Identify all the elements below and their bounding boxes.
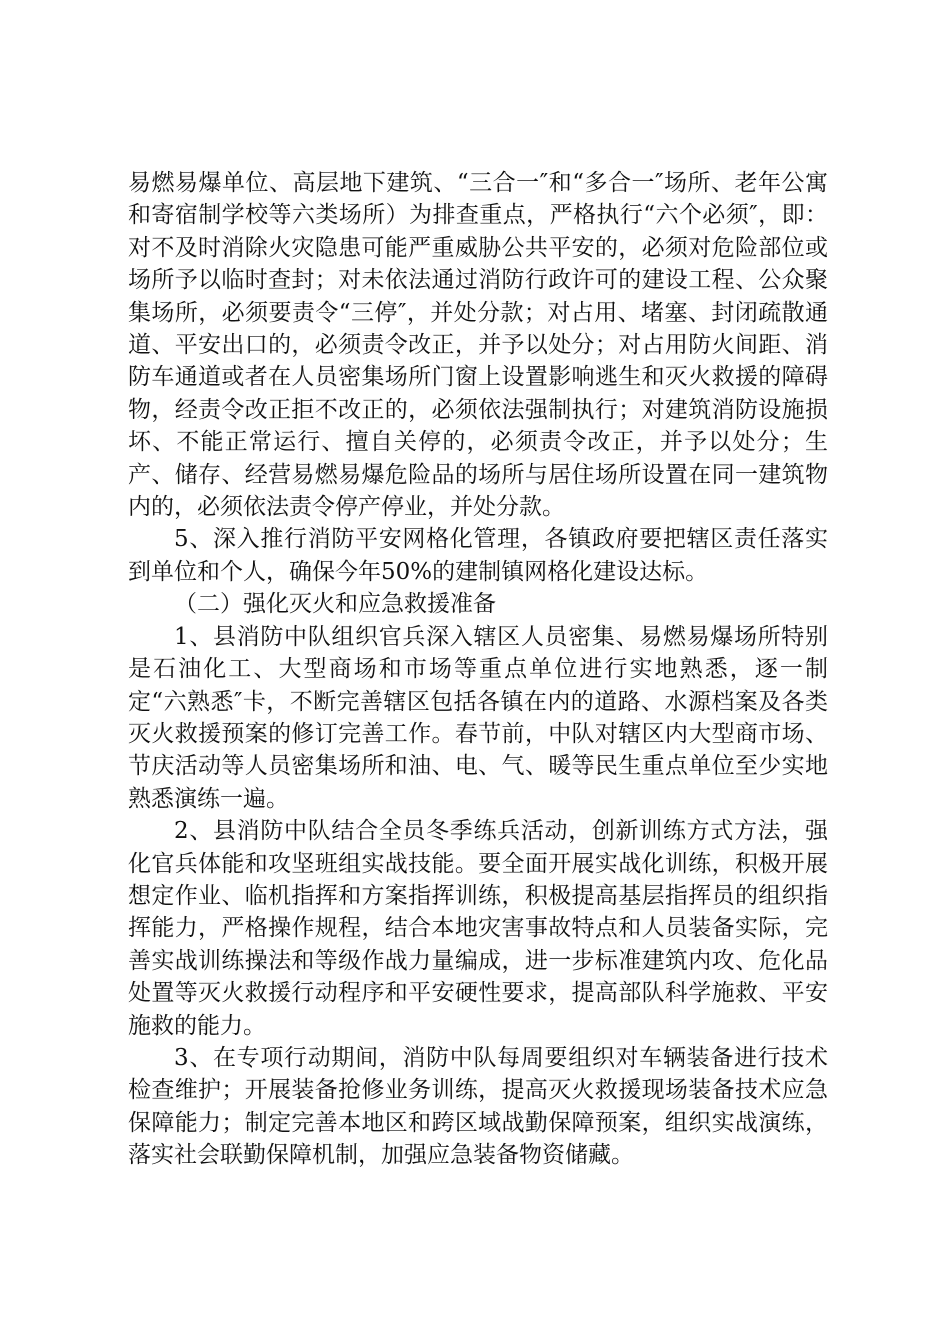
paragraph-item-3: 3、在专项行动期间，消防中队每周要组织对车辆装备进行技术检查维护；开展装备抢修业务训练，提高灭火救援现场装备技术应急保障能力；制定完善本地区和跨区域战勤保障预案，组织实战演练，落实社会联勤保障机制，加强应急装备物资储藏。 bbox=[128, 1044, 828, 1169]
paragraph-item-5: 5、深入推行消防平安网格化管理，各镇政府要把辖区责任落实到单位和个人，确保今年50%的建制镇网格化建设达标。 bbox=[128, 526, 828, 585]
paragraph-item-2: 2、县消防中队结合全员冬季练兵活动，创新训练方式方法，强化官兵体能和攻坚班组实战技能。要全面开展实战化训练，积极开展想定作业、临机指挥和方案指挥训练，积极提高基层指挥员的组织指挥能力，严格操作规程，结合本地灾害事故特点和人员装备实际，完善实战训练操法和等级作战力量编成，进一步标准建筑内攻、危化品处置等灭火救援行动程序和平安硬性要求，提高部队科学施救、平安施救的能力。 bbox=[128, 818, 828, 1039]
paragraph-continuation: 易燃易爆单位、高层地下建筑、“三合一″和“多合一″场所、老年公寓和寄宿制学校等六类场所）为排查重点，严格执行“六个必须″，即：对不及时消除火灾隐患可能严重威胁公共平安的，必须对危险部位或场所予以临时查封；对未依法通过消防行政许可的建设工程、公众聚集场所，必须要责令“三停″，并处分款；对占用、堵塞、封闭疏散通道、平安出口的，必须责令改正，并予以处分；对占用防火间距、消防车通道或者在人员密集场所门窗上设置影响逃生和灭火救援的障碍物，经责令改正拒不改正的，必须依法强制执行；对建筑消防设施损坏、不能正常运行、擅自关停的，必须责令改正，并予以处分；生产、储存、经营易燃易爆危险品的场所与居住场所设置在同一建筑物内的，必须依法责令停产停业，并处分款。 bbox=[128, 170, 828, 521]
document-body bbox=[128, 167, 828, 1172]
section-heading: （二）强化灭火和应急救援准备 bbox=[174, 591, 496, 618]
paragraph-item-1: 1、县消防中队组织官兵深入辖区人员密集、易燃易爆场所特别是石油化工、大型商场和市场等重点单位进行实地熟悉，逐一制定“六熟悉″卡，不断完善辖区包括各镇在内的道路、水源档案及各类灭火救援预案的修订完善工作。春节前，中队对辖区内大型商市场、节庆活动等人员密集场所和油、电、气、暖等民生重点单位至少实地熟悉演练一遍。 bbox=[128, 623, 828, 812]
